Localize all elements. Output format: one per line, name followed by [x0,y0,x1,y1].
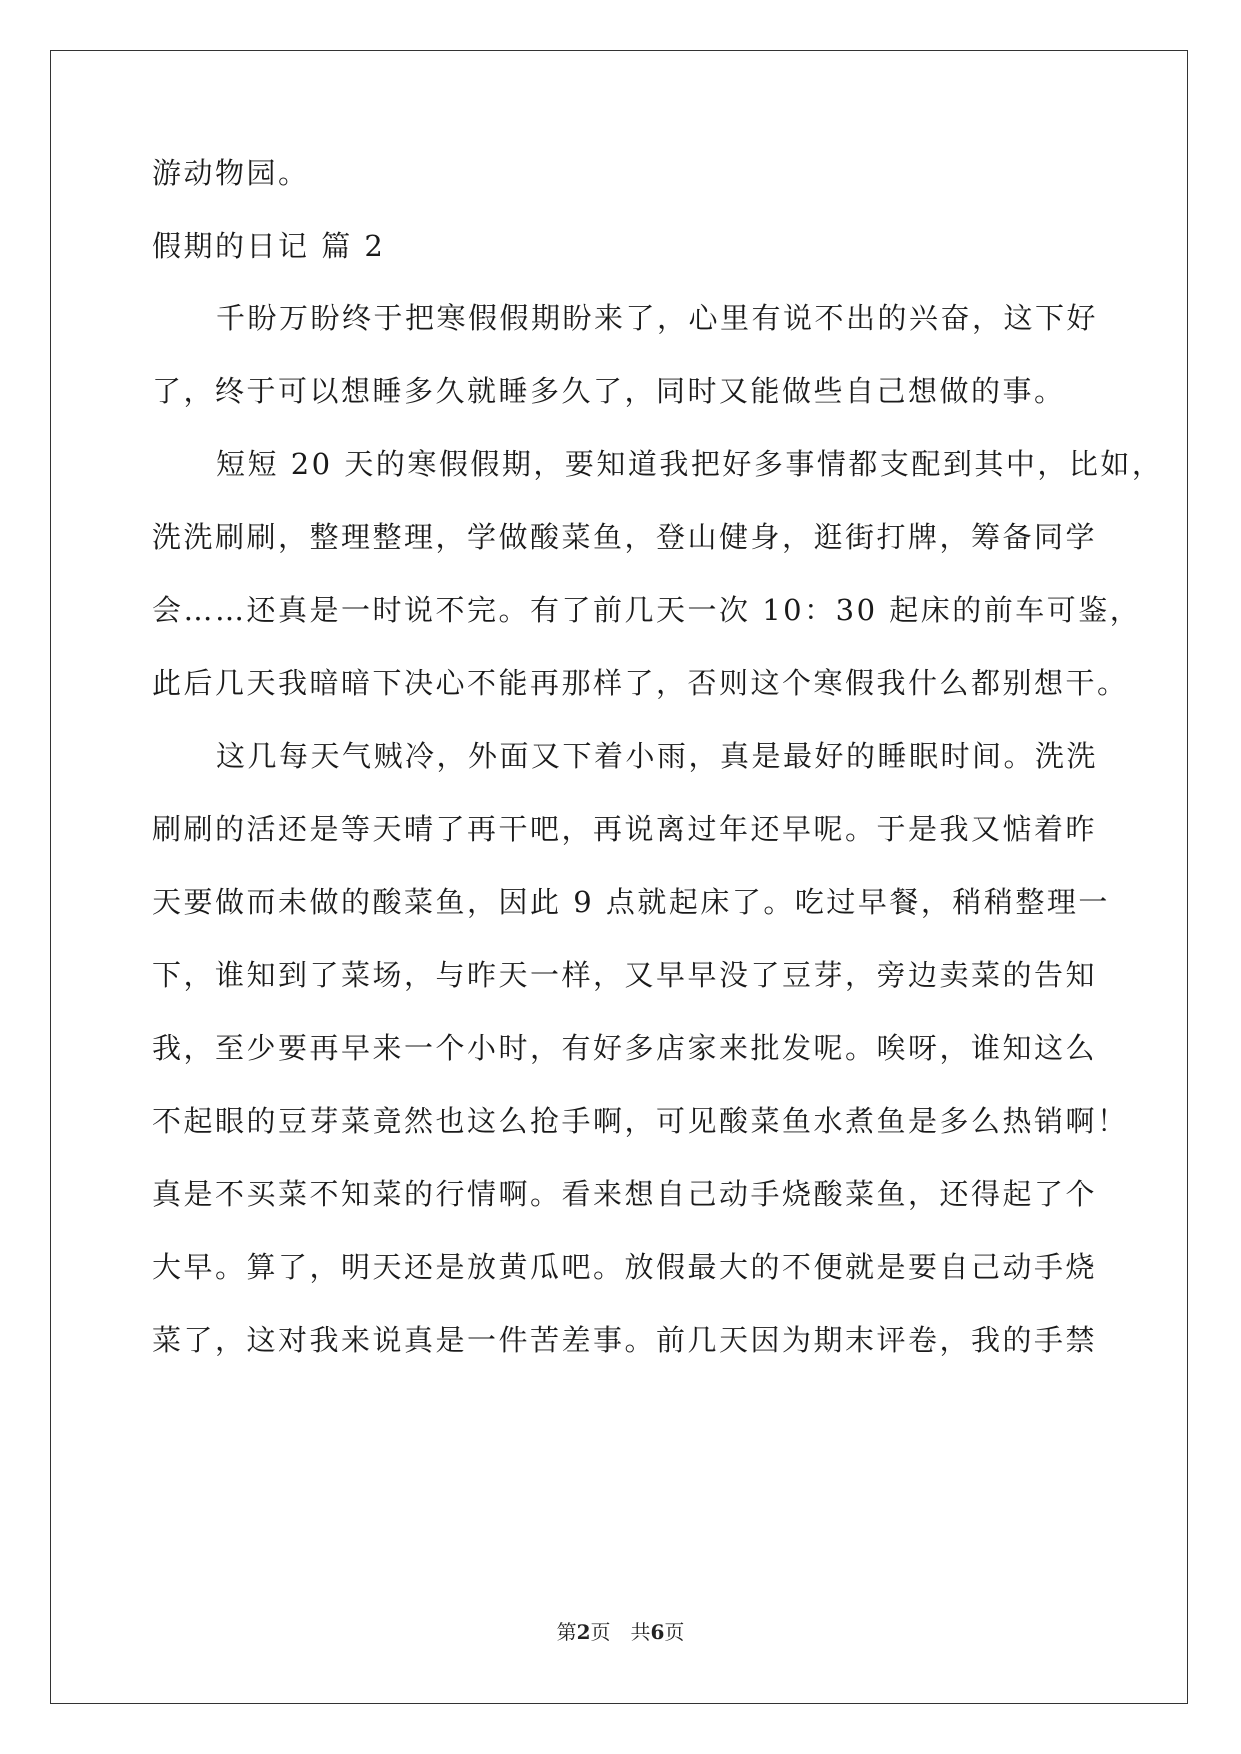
text-line: 短短 20 天的寒假假期，要知道我把好多事情都支配到其中，比如， [216,447,1164,481]
text-line: 菜了，这对我来说真是一件苦差事。前几天因为期末评卷，我的手禁 [152,1323,1098,1357]
text-line: 不起眼的豆芽菜竟然也这么抢手啊，可见酸菜鱼水煮鱼是多么热销啊！ [152,1104,1129,1138]
text-line: 下，谁知到了菜场，与昨天一样，又早早没了豆芽，旁边卖菜的告知 [152,958,1098,992]
text-line: 天要做而未做的酸菜鱼，因此 9 点就起床了。吃过早餐，稍稍整理一 [152,885,1110,919]
footer-page-suffix: 页 [664,1620,685,1644]
text-line: 刷刷的活还是等天晴了再干吧，再说离过年还早呢。于是我又惦着昨 [152,812,1098,846]
page-footer [0,1618,1241,1646]
footer-page-mid: 页 共 [590,1620,651,1644]
footer-page-prefix: 第 [556,1620,577,1644]
text-line: 此后几天我暗暗下决心不能再那样了，否则这个寒假我什么都别想干。 [152,666,1129,700]
text-line: 洗洗刷刷，整理整理，学做酸菜鱼，登山健身，逛街打牌，筹备同学 [152,520,1098,554]
text-line: 了，终于可以想睡多久就睡多久了，同时又能做些自己想做的事。 [152,374,1066,408]
text-line: 这几每天气贼冷，外面又下着小雨，真是最好的睡眠时间。洗洗 [216,739,1099,773]
text-line: 我，至少要再早来一个小时，有好多店家来批发呢。唉呀，谁知这么 [152,1031,1098,1065]
text-line: 千盼万盼终于把寒假假期盼来了，心里有说不出的兴奋，这下好 [216,301,1099,335]
text-line: 会……还真是一时说不完。有了前几天一次 10：30 起床的前车可鉴， [152,593,1142,627]
text-line: 游动物园。 [152,156,310,190]
text-line: 真是不买菜不知菜的行情啊。看来想自己动手烧酸菜鱼，还得起了个 [152,1177,1098,1211]
text-line: 大早。算了，明天还是放黄瓜吧。放假最大的不便就是要自己动手烧 [152,1250,1098,1284]
section-heading: 假期的日记 篇 2 [152,229,386,263]
footer-page-total: 6 [650,1620,665,1644]
footer-page-current: 2 [576,1620,591,1644]
